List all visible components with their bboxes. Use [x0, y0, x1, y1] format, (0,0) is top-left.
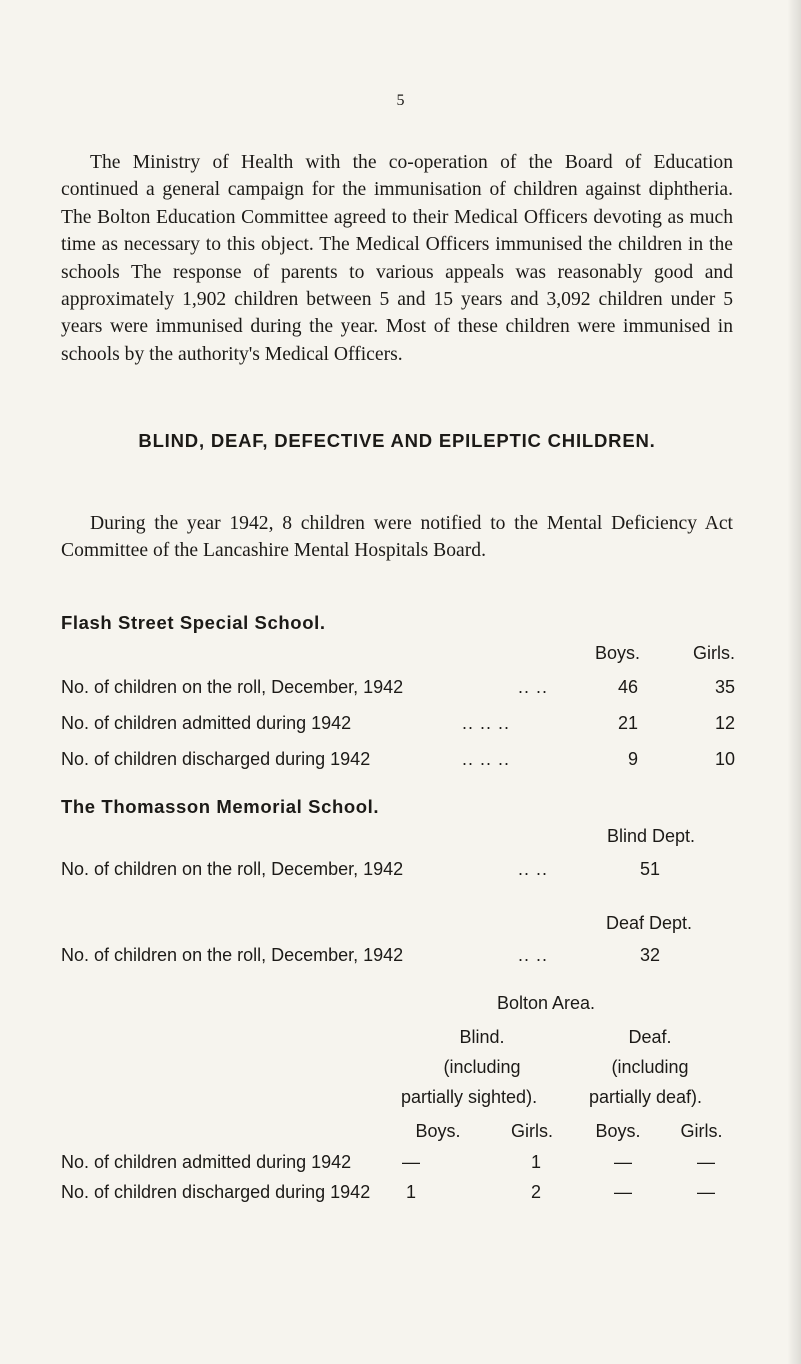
deaf-subheader-2: partially deaf).: [589, 1087, 703, 1107]
girls-value: 35: [714, 677, 735, 697]
bolton-col-blind-boys: Boys.: [415, 1121, 461, 1141]
blind-subheader-1: (including: [443, 1057, 521, 1077]
boys-value: 21: [617, 713, 638, 733]
thomasson-title: The Thomasson Memorial School.: [61, 796, 380, 817]
page-number: 5: [396, 92, 405, 109]
row-label: No. of children discharged during 1942: [61, 749, 371, 769]
bolton-area-title: Bolton Area.: [496, 993, 596, 1013]
row-label: No. of children discharged during 1942: [61, 1182, 371, 1202]
blind-girls-value: 1: [530, 1152, 541, 1172]
flash-street-title: Flash Street Special School.: [61, 612, 326, 633]
leader-dots: .. .. ..: [462, 749, 511, 769]
deaf-boys-value: —: [614, 1152, 632, 1172]
deaf-boys-value: —: [614, 1182, 632, 1202]
flash-col-boys: Boys.: [594, 643, 640, 663]
blind-header: Blind.: [459, 1027, 505, 1047]
boys-value: 46: [617, 677, 638, 697]
leader-dots: .. .. ..: [462, 713, 511, 733]
row-label: No. of children on the roll, December, 1942: [61, 945, 404, 965]
deaf-subheader-1: (including: [611, 1057, 689, 1077]
deaf-girls-value: —: [697, 1182, 715, 1202]
deaf-dept-header: Deaf Dept.: [606, 913, 693, 933]
blind-subheader-2: partially sighted).: [401, 1087, 538, 1107]
row-label: No. of children admitted during 1942: [61, 713, 352, 733]
bolton-col-blind-girls: Girls.: [511, 1121, 553, 1141]
blind-dept-header: Blind Dept.: [607, 826, 696, 846]
blind-boys-value: 1: [405, 1182, 416, 1202]
row-label: No. of children admitted during 1942: [61, 1152, 352, 1172]
girls-value: 12: [714, 713, 735, 733]
flash-col-girls: Girls.: [693, 643, 735, 663]
section-heading: BLIND, DEAF, DEFECTIVE AND EPILEPTIC CHILDREN.: [138, 430, 656, 451]
blind-dept-value: 51: [639, 859, 661, 879]
row-label: No. of children on the roll, December, 1942: [61, 677, 404, 697]
notification-paragraph: During the year 1942, 8 children were notified to the Mental Deficiency Act Committee of the Lancashire Mental Hospitals Board.: [61, 513, 733, 562]
blind-girls-value: 2: [530, 1182, 541, 1202]
boys-value: 9: [627, 749, 638, 769]
deaf-dept-value: 32: [639, 945, 661, 965]
bolton-col-deaf-boys: Boys.: [595, 1121, 641, 1141]
blind-boys-value: —: [402, 1152, 420, 1172]
deaf-girls-value: —: [697, 1152, 715, 1172]
girls-value: 10: [714, 749, 735, 769]
leader-dots: .. ..: [518, 859, 549, 879]
leader-dots: .. ..: [518, 677, 549, 697]
leader-dots: .. ..: [518, 945, 549, 965]
deaf-header: Deaf.: [628, 1027, 672, 1047]
immunisation-paragraph: The Ministry of Health with the co-operation of the Board of Education continued a general campaign for the immunisation of children against diphtheria. The Bolton Education Committee agreed to their Medical Officers devoting as much time as necessary to this object. The Medical Officers immunised the children in the schools The response of parents to various appeals was reasonably good and approximately 1,902 children between 5 and 15 years and 3,092 children under 5 years were immunised during the year. Most of these children were immunised in schools by the authority's Medical Officers.: [61, 152, 733, 365]
row-label: No. of children on the roll, December, 1942: [61, 859, 404, 879]
page-edge-shadow: [787, 0, 801, 1364]
bolton-col-deaf-girls: Girls.: [680, 1121, 723, 1141]
